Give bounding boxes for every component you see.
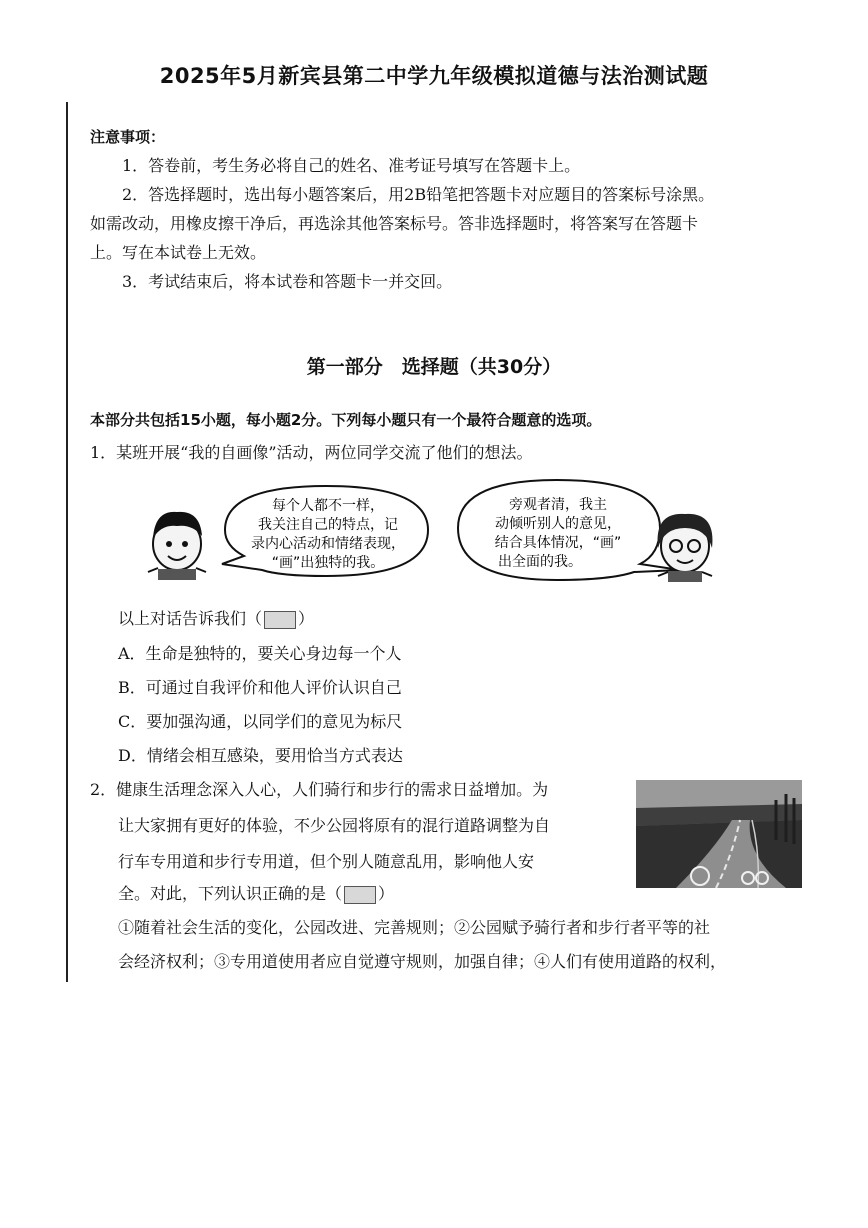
q2-line-1: 2．健康生活理念深入人心，人们骑行和步行的需求日益增加。为 bbox=[90, 780, 549, 799]
q1-prompt-text: 以上对话告诉我们（ bbox=[118, 609, 263, 628]
notice-heading: 注意事项： bbox=[90, 128, 166, 146]
q1-option-c: C．要加强沟通，以同学们的意见为标尺 bbox=[118, 712, 403, 731]
q2-prompt-end: ） bbox=[378, 884, 395, 903]
q1-dialogue-illustration bbox=[140, 472, 720, 590]
q2-park-path-photo bbox=[636, 780, 802, 888]
student-boy-icon bbox=[148, 512, 206, 580]
section-intro: 本部分共包括15小题，每小题2分。下列每小题只有一个最符合题意的选项。 bbox=[90, 411, 602, 429]
bubble-left-line1: 每个人都不一样， bbox=[272, 498, 384, 514]
bubble-left-line3: 录内心活动和情绪表现， bbox=[251, 536, 405, 552]
q2-line-3: 行车专用道和步行专用道，但个别人随意乱用，影响他人安 bbox=[118, 852, 535, 871]
bubble-left-line4: “画”出独特的我。 bbox=[271, 555, 385, 571]
notice-item-3: 3．考试结束后，将本试卷和答题卡一并交回。 bbox=[122, 272, 453, 291]
q1-prompt-end: ） bbox=[298, 609, 315, 628]
q2-statements-line-1: ①随着社会生活的变化，公园改进、完善规则；②公园赋予骑行者和步行者平等的社 bbox=[118, 918, 711, 937]
bubble-left-line2: 我关注自己的特点，记 bbox=[258, 517, 398, 533]
q2-answer-box[interactable] bbox=[344, 886, 376, 904]
notice-item-1: 1．答卷前，考生务必将自己的姓名、准考证号填写在答题卡上。 bbox=[122, 156, 581, 175]
q1-prompt bbox=[118, 607, 314, 631]
q1-stem: 1．某班开展“我的自画像”活动，两位同学交流了他们的想法。 bbox=[90, 443, 533, 462]
section-heading: 第一部分 选择题（共30分） bbox=[306, 356, 562, 378]
q1-option-b: B．可通过自我评价和他人评价认识自己 bbox=[118, 678, 402, 697]
bubble-right-line4: 出全面的我。 bbox=[498, 554, 582, 570]
q2-statements-line-2: 会经济权利；③专用道使用者应自觉遵守规则，加强自律；④人们有使用道路的权利， bbox=[118, 952, 727, 971]
notice-item-2-cont2: 上。写在本试卷上无效。 bbox=[90, 243, 267, 262]
notice-item-2-cont: 如需改动，用橡皮擦干净后，再选涂其他答案标号。答非选择题时，将答案写在答题卡 bbox=[90, 214, 699, 233]
student-girl-icon bbox=[658, 514, 713, 582]
bubble-right-line3: 结合具体情况，“画” bbox=[494, 535, 622, 551]
notice-item-2: 2．答选择题时，选出每小题答案后，用2B铅笔把答题卡对应题目的答案标号涂黑。 bbox=[122, 185, 715, 204]
q2-prompt-text: 全。对此，下列认识正确的是（ bbox=[118, 884, 343, 903]
q2-line-2: 让大家拥有更好的体验，不少公园将原有的混行道路调整为自 bbox=[118, 816, 551, 835]
q1-answer-box[interactable] bbox=[264, 611, 296, 629]
page-title: 2025年5月新宾县第二中学九年级模拟道德与法治测试题 bbox=[159, 64, 709, 88]
q1-option-d: D．情绪会相互感染，要用恰当方式表达 bbox=[118, 746, 403, 765]
bubble-right-line2: 动倾听别人的意见， bbox=[495, 516, 621, 532]
bubble-right-line1: 旁观者清，我主 bbox=[509, 497, 607, 513]
q2-line-4 bbox=[118, 882, 394, 906]
binding-margin-line bbox=[66, 102, 68, 982]
q1-option-a: A．生命是独特的，要关心身边每一个人 bbox=[118, 644, 402, 663]
